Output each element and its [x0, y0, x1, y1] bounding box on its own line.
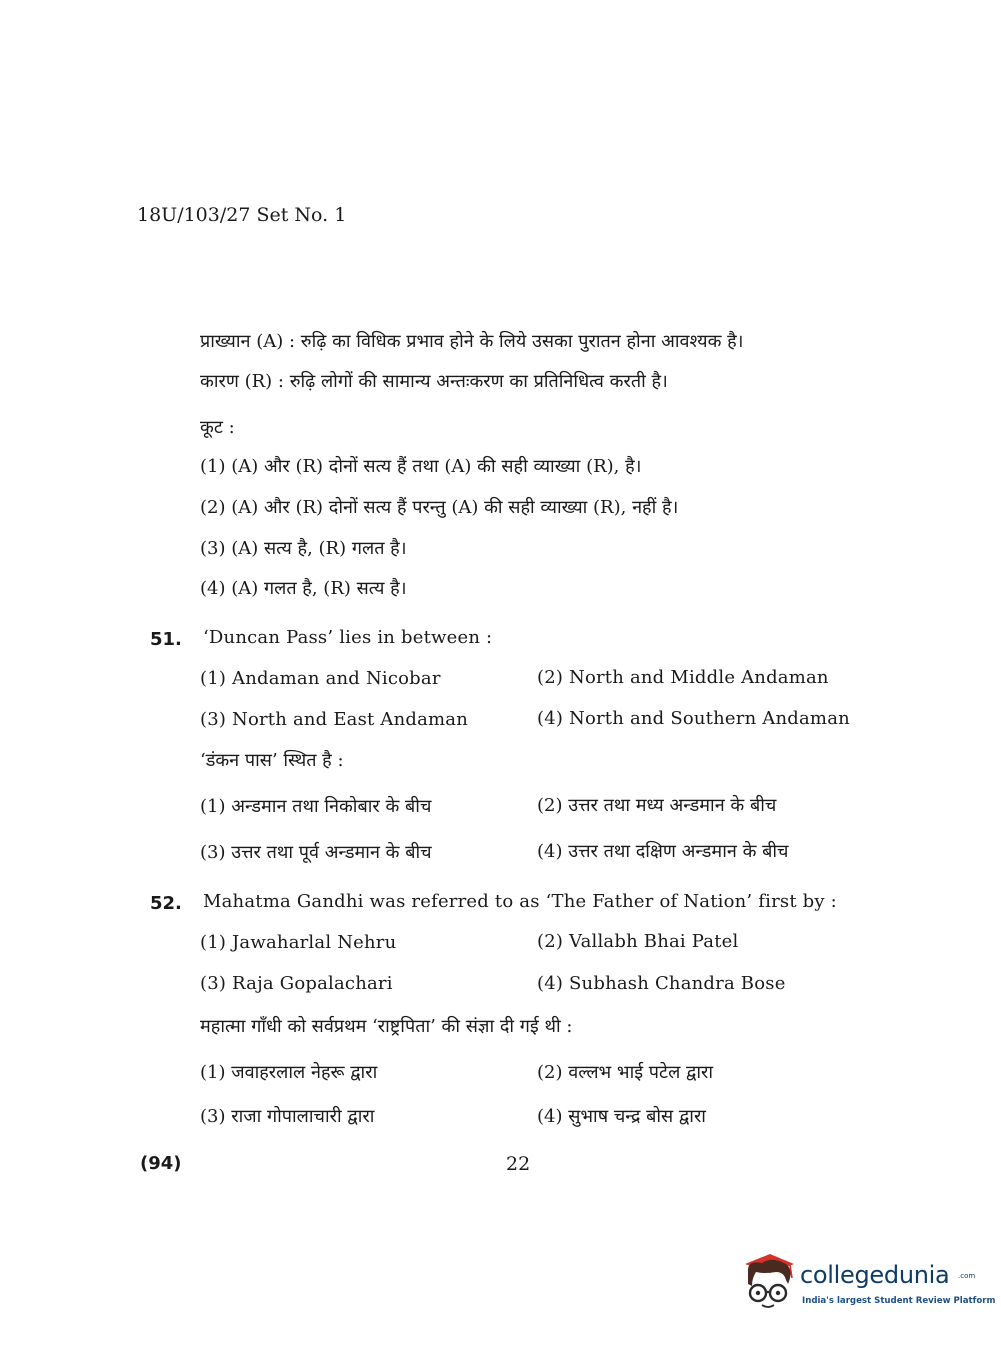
q52-option-4-hi: (4) सुभाष चन्द्र बोस द्वारा: [537, 1106, 706, 1127]
q51-option-4-en: (4) North and Southern Andaman: [537, 708, 850, 729]
logo-domain-suffix: .com: [958, 1272, 976, 1280]
q51-option-3-en: (3) North and East Andaman: [200, 709, 469, 730]
q52-option-1-hi: (1) जवाहरलाल नेहरू द्वारा: [200, 1062, 378, 1083]
q51-question-en: ‘Duncan Pass’ lies in between :: [203, 627, 493, 648]
set-number: 18U/103/27 Set No. 1: [137, 204, 347, 226]
q50-option-1: (1) (A) और (R) दोनों सत्य हैं तथा (A) की सही व्याख्या (R), है।: [200, 456, 642, 477]
q51-option-4-hi: (4) उत्तर तथा दक्षिण अन्डमान के बीच: [537, 841, 789, 862]
logo-wordmark: collegedunia: [800, 1261, 950, 1289]
reason-text: कारण (R) : रुढ़ि लोगों की सामान्य अन्तःकरण का प्रतिनिधित्व करती है।: [200, 371, 668, 392]
code-label: कूट :: [200, 417, 235, 438]
q52-question-hi: महात्मा गाँधी को सर्वप्रथम ‘राष्ट्रपिता’ की संज्ञा दी गई थी :: [200, 1016, 573, 1037]
q51-option-1-hi: (1) अन्डमान तथा निकोबार के बीच: [200, 796, 432, 817]
assertion-text: प्राख्यान (A) : रुढ़ि का विधिक प्रभाव होने के लिये उसका पुरातन होना आवश्यक है।: [200, 331, 744, 352]
q52-question-en: Mahatma Gandhi was referred to as ‘The Father of Nation’ first by :: [203, 891, 837, 912]
q52-option-2-en: (2) Vallabh Bhai Patel: [537, 931, 739, 952]
paper-code: (94): [140, 1153, 182, 1174]
q51-option-3-hi: (3) उत्तर तथा पूर्व अन्डमान के बीच: [200, 842, 432, 863]
q52-option-1-en: (1) Jawaharlal Nehru: [200, 932, 397, 953]
q52-option-3-hi: (3) राजा गोपालाचारी द्वारा: [200, 1106, 375, 1127]
logo-tagline: India's largest Student Review Platform: [802, 1296, 996, 1306]
question-number-52: 52.: [150, 893, 182, 914]
q50-option-3: (3) (A) सत्य है, (R) गलत है।: [200, 538, 407, 559]
q50-option-2: (2) (A) और (R) दोनों सत्य हैं परन्तु (A) की सही व्याख्या (R), नहीं है।: [200, 497, 679, 518]
page-number: 22: [506, 1153, 531, 1175]
q52-option-2-hi: (2) वल्लभ भाई पटेल द्वारा: [537, 1062, 714, 1083]
q52-option-4-en: (4) Subhash Chandra Bose: [537, 973, 786, 994]
q50-option-4: (4) (A) गलत है, (R) सत्य है।: [200, 578, 407, 599]
q51-option-2-en: (2) North and Middle Andaman: [537, 667, 829, 688]
question-number-51: 51.: [150, 629, 182, 650]
q51-question-hi: ‘डंकन पास’ स्थित है :: [200, 750, 344, 771]
q51-option-1-en: (1) Andaman and Nicobar: [200, 668, 441, 689]
q52-option-3-en: (3) Raja Gopalachari: [200, 973, 393, 994]
q51-option-2-hi: (2) उत्तर तथा मध्य अन्डमान के बीच: [537, 795, 777, 816]
